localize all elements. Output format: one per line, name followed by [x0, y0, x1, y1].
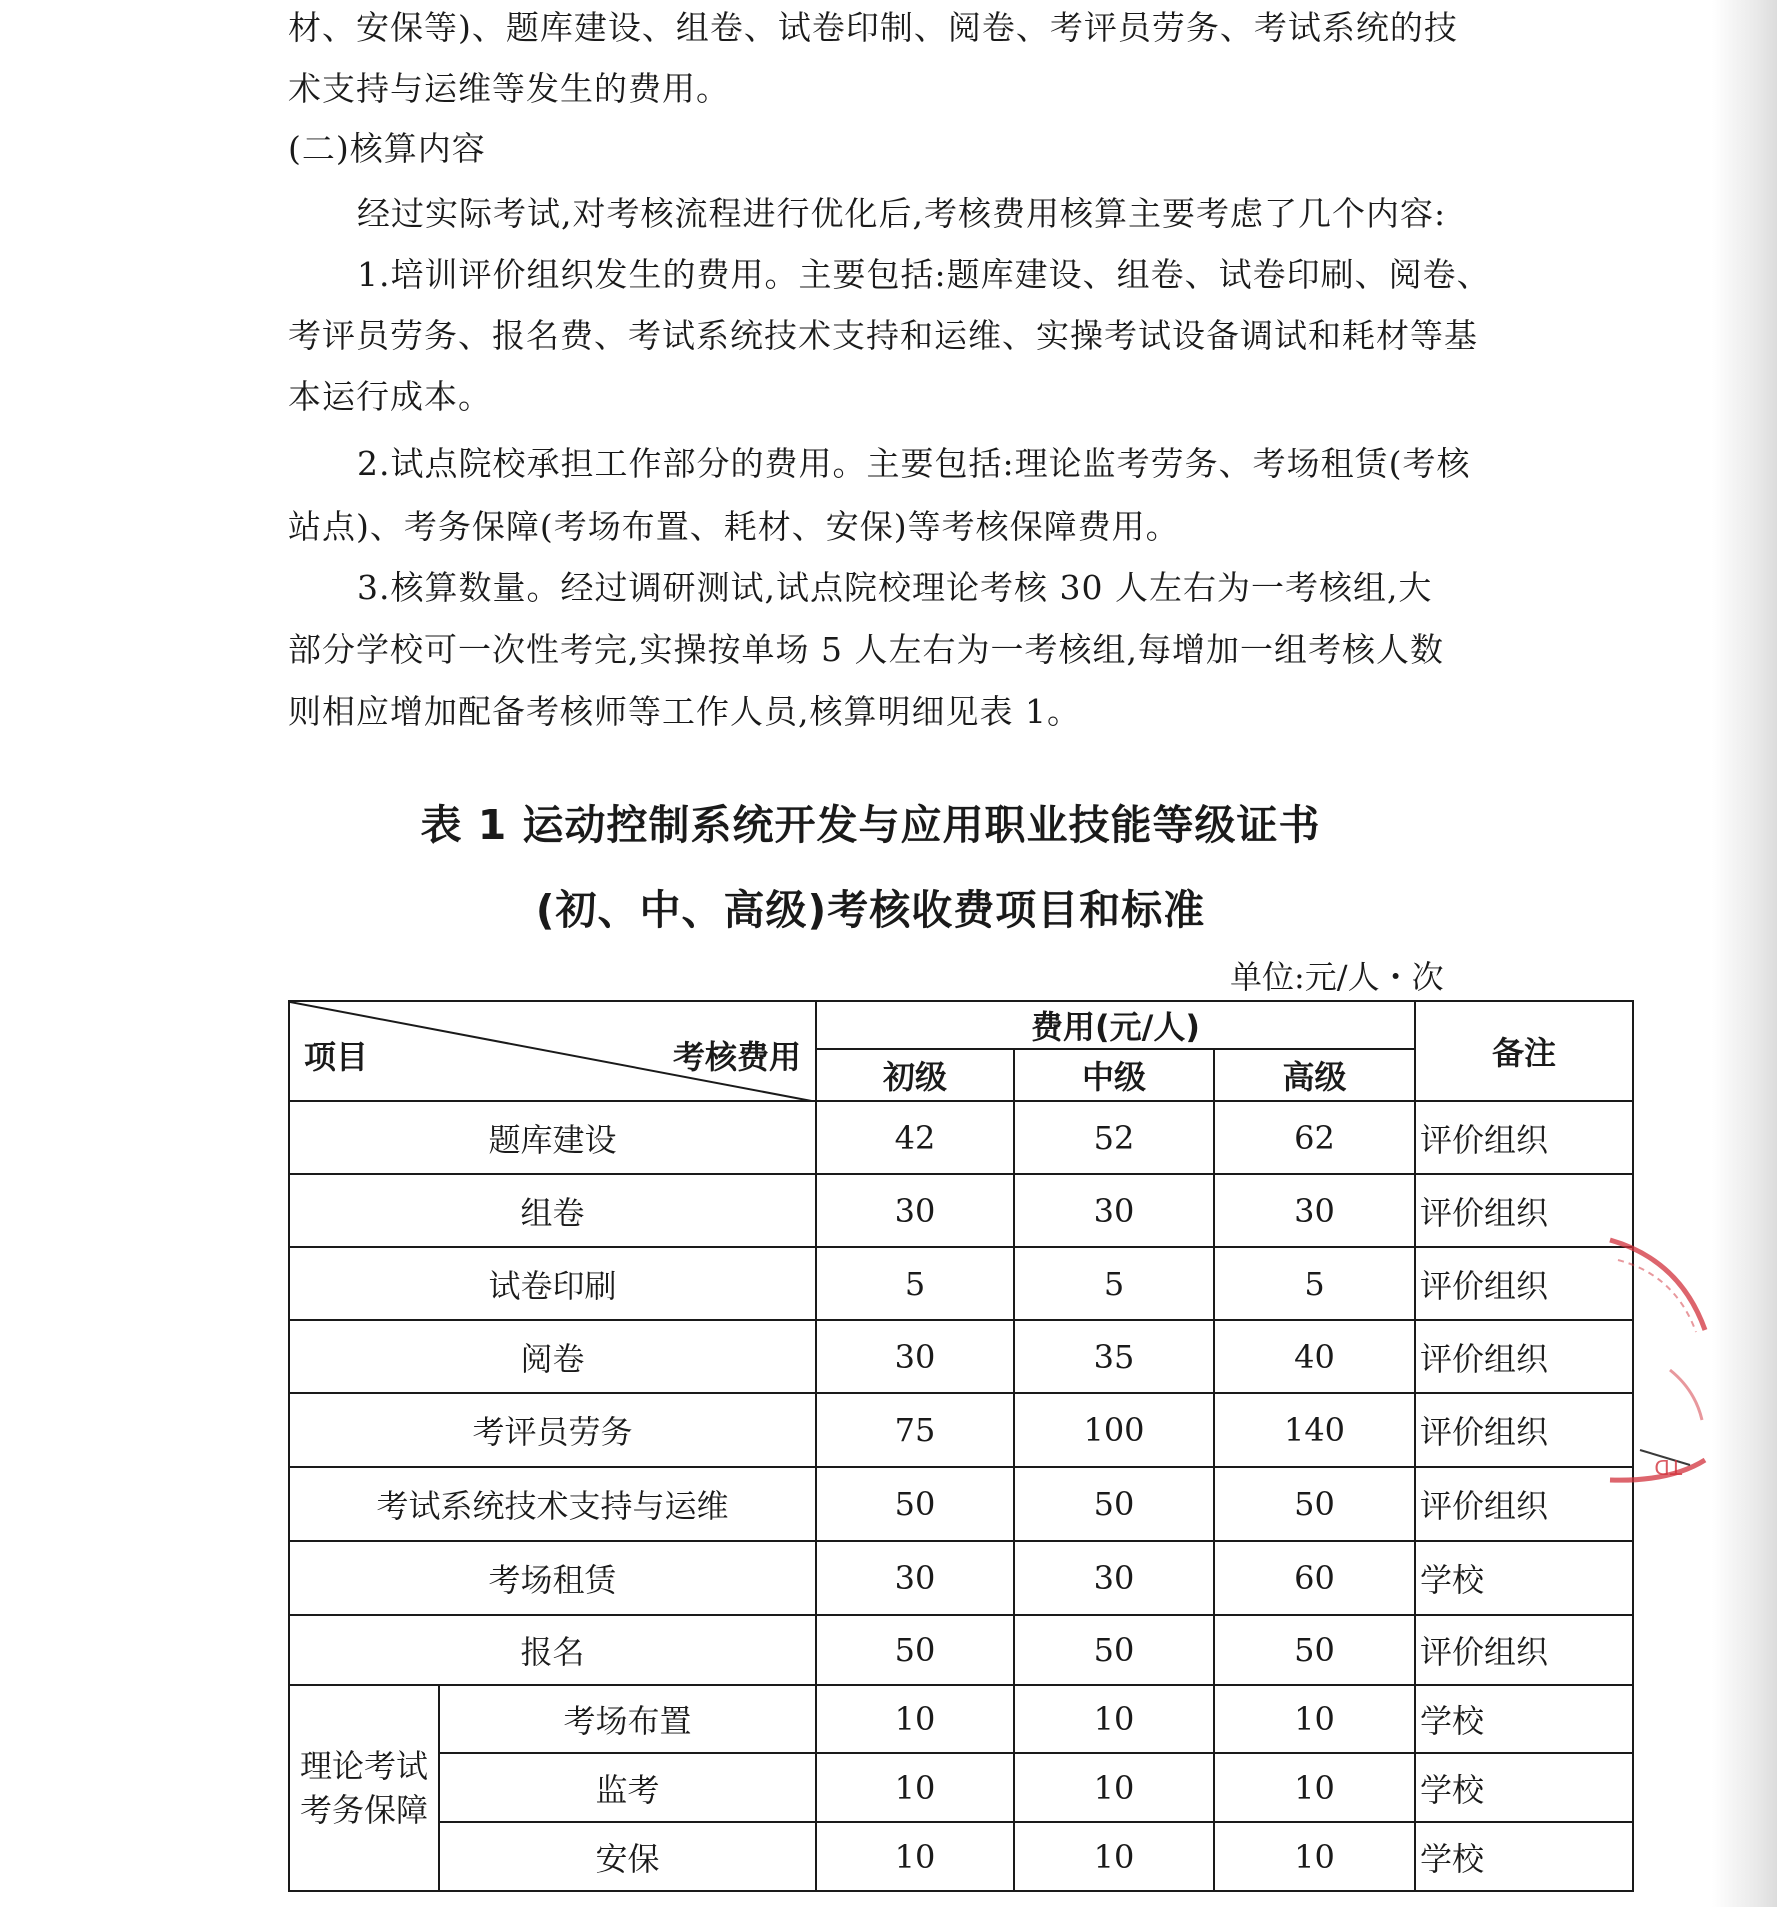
row-item: 考场布置	[439, 1685, 816, 1753]
row-value-advanced: 50	[1214, 1615, 1415, 1685]
body-line: 站点)、考务保障(考场布置、耗材、安保)等考核保障费用。	[288, 507, 1180, 546]
row-value-advanced: 10	[1214, 1822, 1415, 1891]
row-value-advanced: 30	[1214, 1174, 1415, 1247]
row-item: 试卷印刷	[289, 1247, 816, 1320]
row-item: 组卷	[289, 1174, 816, 1247]
row-value-primary: 10	[816, 1685, 1014, 1753]
row-item: 报名	[289, 1615, 816, 1685]
row-value-intermediate: 35	[1014, 1320, 1214, 1393]
body-line: 部分学校可一次性考完,实操按单场 5 人左右为一考核组,每增加一组考核人数	[288, 630, 1444, 669]
row-value-advanced: 50	[1214, 1467, 1415, 1541]
header-level-advanced: 高级	[1214, 1049, 1415, 1101]
table-row	[289, 1615, 1633, 1685]
group-label-line2: 考务保障	[299, 1791, 428, 1829]
row-value-primary: 10	[816, 1822, 1014, 1891]
red-seal-stamp	[1600, 1220, 1712, 1500]
row-note: 评价组织	[1415, 1467, 1633, 1541]
table-title-line2: (初、中、高级)考核收费项目和标准	[535, 886, 1206, 934]
unit-label: 单位:元/人・次	[1230, 958, 1444, 996]
row-value-primary: 30	[816, 1541, 1014, 1615]
row-value-advanced: 40	[1214, 1320, 1415, 1393]
page-edge-shadow	[1712, 0, 1777, 1907]
row-value-intermediate: 50	[1014, 1615, 1214, 1685]
header-level-intermediate: 中级	[1014, 1049, 1214, 1101]
row-item: 考试系统技术支持与运维	[289, 1467, 816, 1541]
row-value-intermediate: 10	[1014, 1822, 1214, 1891]
table-row	[289, 1685, 1633, 1753]
row-item: 考评员劳务	[289, 1393, 816, 1467]
row-value-intermediate: 5	[1014, 1247, 1214, 1320]
row-item: 安保	[439, 1822, 816, 1891]
row-value-intermediate: 10	[1014, 1685, 1214, 1753]
row-note: 学校	[1415, 1541, 1633, 1615]
row-item: 题库建设	[289, 1101, 816, 1174]
row-value-advanced: 60	[1214, 1541, 1415, 1615]
row-value-advanced: 10	[1214, 1753, 1415, 1822]
row-value-intermediate: 10	[1014, 1753, 1214, 1822]
row-value-primary: 75	[816, 1393, 1014, 1467]
body-line: 本运行成本。	[288, 377, 492, 416]
row-value-intermediate: 52	[1014, 1101, 1214, 1174]
fee-table	[288, 1000, 1634, 1892]
row-value-intermediate: 30	[1014, 1174, 1214, 1247]
group-label-line1: 理论考试	[299, 1747, 428, 1785]
row-note: 评价组织	[1415, 1174, 1633, 1247]
row-note: 评价组织	[1415, 1101, 1633, 1174]
row-value-primary: 10	[816, 1753, 1014, 1822]
table-row	[289, 1174, 1633, 1247]
row-value-primary: 5	[816, 1247, 1014, 1320]
body-line: 则相应增加配备考核师等工作人员,核算明细见表 1。	[288, 692, 1081, 731]
table-row	[289, 1822, 1633, 1891]
row-value-intermediate: 50	[1014, 1467, 1214, 1541]
row-note: 评价组织	[1415, 1393, 1633, 1467]
table-row	[289, 1541, 1633, 1615]
row-value-advanced: 5	[1214, 1247, 1415, 1320]
table-row	[289, 1393, 1633, 1467]
row-value-primary: 42	[816, 1101, 1014, 1174]
body-line: 术支持与运维等发生的费用。	[288, 69, 730, 108]
header-note: 备注	[1415, 1001, 1633, 1101]
body-line: 2.试点院校承担工作部分的费用。主要包括:理论监考劳务、考场租赁(考核	[357, 444, 1471, 483]
header-row	[289, 1001, 1633, 1049]
header-item: 项目	[304, 1038, 369, 1076]
table-row	[289, 1320, 1633, 1393]
table-row	[289, 1101, 1633, 1174]
row-note: 学校	[1415, 1753, 1633, 1822]
row-value-primary: 50	[816, 1615, 1014, 1685]
row-note: 学校	[1415, 1685, 1633, 1753]
header-level-primary: 初级	[816, 1049, 1014, 1101]
row-item: 监考	[439, 1753, 816, 1822]
stamp-lettering: TD	[1654, 1455, 1682, 1479]
row-item: 考场租赁	[289, 1541, 816, 1615]
row-item: 阅卷	[289, 1320, 816, 1393]
row-value-advanced: 62	[1214, 1101, 1415, 1174]
row-note: 学校	[1415, 1822, 1633, 1891]
row-value-primary: 50	[816, 1467, 1014, 1541]
body-line: 3.核算数量。经过调研测试,试点院校理论考核 30 人左右为一考核组,大	[357, 568, 1433, 607]
table-title-line1: 表 1 运动控制系统开发与应用职业技能等级证书	[420, 801, 1321, 849]
row-value-advanced: 140	[1214, 1393, 1415, 1467]
table-row	[289, 1753, 1633, 1822]
row-value-advanced: 10	[1214, 1685, 1415, 1753]
header-fee-group: 费用(元/人)	[816, 1001, 1415, 1049]
row-value-intermediate: 30	[1014, 1541, 1214, 1615]
table-row	[289, 1467, 1633, 1541]
row-value-primary: 30	[816, 1174, 1014, 1247]
body-line: 材、安保等)、题库建设、组卷、试卷印制、阅卷、考评员劳务、考试系统的技	[288, 8, 1458, 47]
row-note: 评价组织	[1415, 1320, 1633, 1393]
row-value-intermediate: 100	[1014, 1393, 1214, 1467]
group-label-cell	[289, 1685, 439, 1891]
table-row	[289, 1247, 1633, 1320]
row-note: 评价组织	[1415, 1615, 1633, 1685]
row-value-primary: 30	[816, 1320, 1014, 1393]
header-fee-diag: 考核费用	[672, 1038, 801, 1076]
body-line: 1.培训评价组织发生的费用。主要包括:题库建设、组卷、试卷印刷、阅卷、	[357, 255, 1491, 294]
body-line: 考评员劳务、报名费、考试系统技术支持和运维、实操考试设备调试和耗材等基	[288, 316, 1478, 355]
section-heading: (二)核算内容	[288, 129, 486, 168]
body-line: 经过实际考试,对考核流程进行优化后,考核费用核算主要考虑了几个内容:	[357, 194, 1447, 233]
diagonal-header-cell	[289, 1001, 816, 1101]
row-note: 评价组织	[1415, 1247, 1633, 1320]
